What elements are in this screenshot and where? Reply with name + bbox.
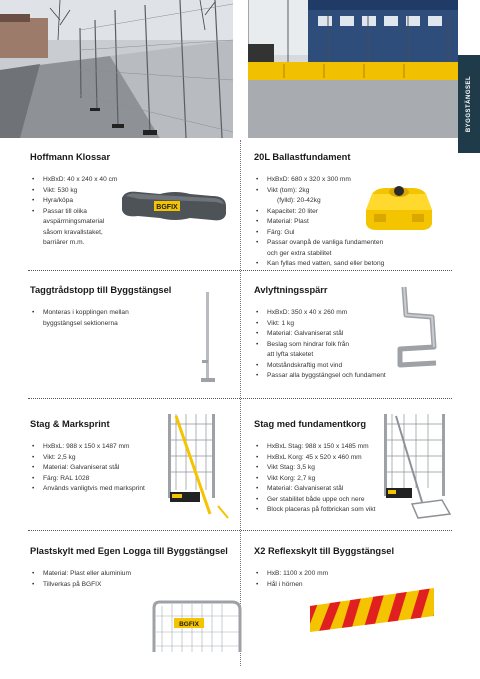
spec-item: • Passar ovanpå de vanliga fundamenten och ger extra stabilitet xyxy=(254,238,454,259)
ballast-tank-illustration xyxy=(362,180,436,232)
spec-item: • Vikt Korg: 2,7 kg xyxy=(254,474,454,485)
photo-fence-road xyxy=(0,0,233,138)
spec-item: • Motståndskraftig mot vind xyxy=(254,361,454,372)
spec-item: • HxBxD: 40 x 240 x 40 cm xyxy=(30,175,235,186)
spec-item: • Vikt Stag: 3,5 kg xyxy=(254,463,454,474)
product-title: Plastskylt med Egen Logga till Byggstängsel xyxy=(30,546,228,556)
brace-stake-illustration xyxy=(158,410,238,520)
spec-item: • Vikt: 1 kg xyxy=(254,319,454,330)
row-divider xyxy=(28,270,452,271)
row-divider xyxy=(28,398,452,399)
row-divider xyxy=(28,530,452,531)
spec-item: • Vikt (tom): 2kg (fylld): 20-42kg xyxy=(254,186,454,207)
spec-item: • HxB: 1100 x 200 mm xyxy=(254,569,454,580)
photo-ballast-blocks xyxy=(248,0,458,138)
spec-item: • Material: Galvaniserat stål xyxy=(30,463,235,474)
reflex-sign-illustration xyxy=(310,588,436,634)
product-title: 20L Ballastfundament xyxy=(254,152,351,162)
product-title: Stag & Marksprint xyxy=(30,419,110,429)
spec-item: • Tillverkas på BGFIX xyxy=(30,580,240,591)
spec-item: • Kapacitet: 20 liter xyxy=(254,207,454,218)
product-specs xyxy=(30,569,240,590)
spec-item: • Material: Plast eller aluminium xyxy=(30,569,240,580)
hoffmann-block-illustration xyxy=(120,180,230,230)
product-title: X2 Reflexskylt till Byggstängsel xyxy=(254,546,395,556)
spec-item: • Monteras i kopplingen mellan byggstängsel sektionerna xyxy=(30,308,235,329)
spec-item: • Används vanligtvis med marksprint xyxy=(30,484,235,495)
logo-bgfix: BGFIX xyxy=(156,204,178,211)
spec-item: • Passar till olika avspärrningsmaterial såsom kravallstaket, barriärer m.m. xyxy=(30,207,235,249)
spec-item: • HxBxL: 988 x 150 x 1487 mm xyxy=(30,442,235,453)
product-title: Stag med fundamentkorg xyxy=(254,419,367,429)
spec-item: • Hål i hörnen xyxy=(254,580,454,591)
product-specs xyxy=(254,569,454,590)
product-reflexskylt xyxy=(254,546,454,590)
spec-item: • Material: Plast xyxy=(254,217,454,228)
spec-item: • Ger stabilitet både uppe och nere xyxy=(254,495,454,506)
spec-item: • Beslag som hindrar folk från att lyfta staketet xyxy=(254,340,454,361)
brace-basket-illustration xyxy=(376,410,456,522)
spec-item: • Kan fyllas med vatten, sand eller betong xyxy=(254,259,454,270)
spec-item: • Färg: RAL 1028 xyxy=(30,474,235,485)
spec-item: • Vikt: 2,5 kg xyxy=(30,453,235,464)
spec-item: • Block placeras på fotbrickan som vikt xyxy=(254,505,454,516)
barbed-wire-top-illustration xyxy=(198,290,218,390)
spec-item: • HxBxD: 350 x 40 x 260 mm xyxy=(254,308,454,319)
spec-item: • Hyra/köpa xyxy=(30,196,235,207)
product-title: Hoffmann Klossar xyxy=(30,152,111,162)
plastic-sign-illustration xyxy=(152,598,244,652)
spec-item: • Material: Galvaniserat stål xyxy=(254,329,454,340)
spec-item: • HxBxL Stag: 988 x 150 x 1485 mm xyxy=(254,442,454,453)
side-tab xyxy=(458,55,480,153)
spec-item: • Passar alla byggstängsel och fundament xyxy=(254,371,454,382)
product-title: Avlyftningsspärr xyxy=(254,285,328,295)
spec-item: • Material: Galvaniserat stål xyxy=(254,484,454,495)
spec-item: • HxBxD: 680 x 320 x 300 mm xyxy=(254,175,454,186)
logo-bgfix: BGFIX xyxy=(179,621,199,628)
product-title: Taggtrådstopp till Byggstängsel xyxy=(30,285,172,295)
spec-item: • HxBxL Korg: 45 x 520 x 460 mm xyxy=(254,453,454,464)
product-plastskylt xyxy=(30,546,240,590)
spec-item: • Färg: Gul xyxy=(254,228,454,239)
spec-item: • Vikt: 530 kg xyxy=(30,186,235,197)
lift-lock-illustration xyxy=(392,285,444,373)
column-divider xyxy=(240,140,241,666)
side-tab-label: BYGGSTÄNGSEL xyxy=(466,75,472,133)
